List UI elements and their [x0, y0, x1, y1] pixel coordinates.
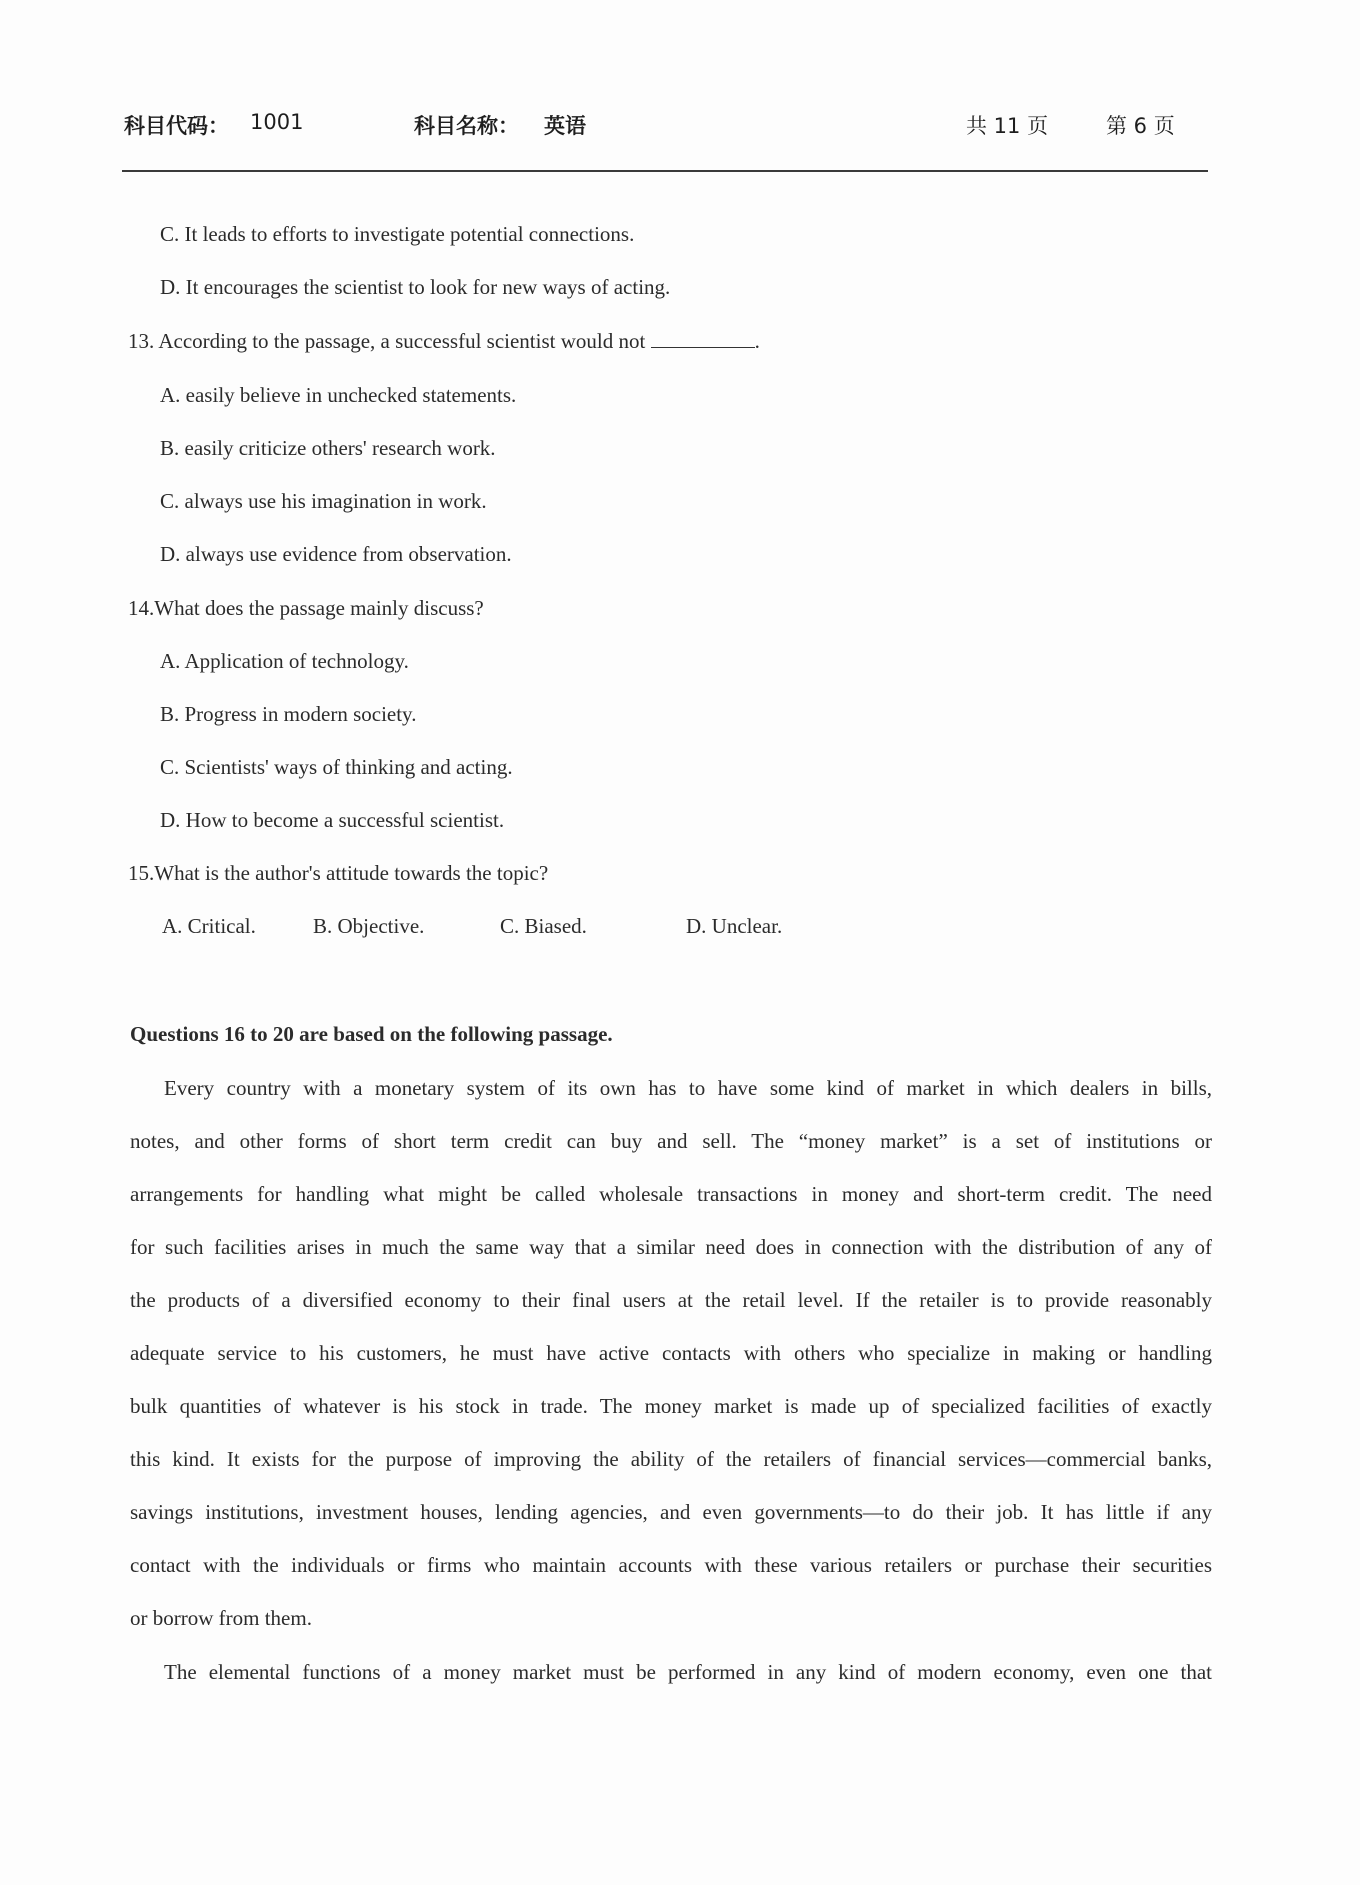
q12-option-d: D. It encourages the scientist to look for new ways of acting.	[160, 275, 671, 299]
subject-name-label: 科目名称：	[414, 114, 519, 138]
q13-stem-end: .	[754, 329, 760, 353]
q13-stem	[128, 328, 760, 354]
passage-line: adequate service to his customers, he must have active contacts with others who specialize in making or handling	[130, 1341, 1212, 1365]
page-header	[124, 110, 1208, 150]
section-title: Questions 16 to 20 are based on the following passage.	[130, 1022, 613, 1046]
header-divider	[122, 170, 1208, 172]
q15-option-d: D. Unclear.	[686, 914, 783, 938]
q15-stem: 15.What is the author's attitude towards the topic?	[128, 861, 549, 885]
passage-line: notes, and other forms of short term credit can buy and sell. The “money market” is a set of institutions or	[130, 1129, 1212, 1153]
passage-line: savings institutions, investment houses, lending agencies, and even governments—to do their job. It has little if any	[130, 1500, 1212, 1524]
q15-option-a: A. Critical.	[162, 914, 256, 938]
passage-line: arrangements for handling what might be called wholesale transactions in money and short-term credit. The need	[130, 1182, 1212, 1206]
passage-line: contact with the individuals or firms who maintain accounts with these various retailers or purchase their securities	[130, 1553, 1212, 1577]
q14-stem: 14.What does the passage mainly discuss?	[128, 596, 484, 620]
q15-options	[0, 913, 1360, 943]
subject-name-value: 英语	[544, 114, 586, 138]
subject-code-value: 1001	[250, 110, 304, 134]
current-page: 第 6 页	[1106, 114, 1175, 138]
passage-line: The elemental functions of a money market must be performed in any kind of modern economy, even one that	[164, 1660, 1212, 1684]
passage-line: the products of a diversified economy to their final users at the retail level. If the retailer is to provide reasonably	[130, 1288, 1212, 1312]
q14-option-b: B. Progress in modern society.	[160, 702, 417, 726]
passage-line: for such facilities arises in much the same way that a similar need does in connection with the distribution of any of	[130, 1235, 1212, 1259]
q13-option-d: D. always use evidence from observation.	[160, 542, 512, 566]
subject-code-label: 科目代码：	[124, 114, 229, 138]
q14-option-a: A. Application of technology.	[160, 649, 409, 673]
passage-line: bulk quantities of whatever is his stock in trade. The money market is made up of specialized facilities of exactly	[130, 1394, 1212, 1418]
total-pages: 共 11 页	[966, 114, 1049, 138]
q14-option-c: C. Scientists' ways of thinking and acting.	[160, 755, 513, 779]
passage-line: or borrow from them.	[130, 1606, 312, 1630]
q15-option-c: C. Biased.	[500, 914, 587, 938]
q13-option-b: B. easily criticize others' research work.	[160, 436, 496, 460]
q13-stem-text: 13. According to the passage, a successful scientist would not	[128, 329, 651, 353]
q13-option-a: A. easily believe in unchecked statements.	[160, 383, 517, 407]
q13-answer-blank	[651, 331, 755, 348]
q13-option-c: C. always use his imagination in work.	[160, 489, 487, 513]
passage-line: Every country with a monetary system of its own has to have some kind of market in which dealers in bills,	[164, 1076, 1212, 1100]
q15-option-b: B. Objective.	[313, 914, 425, 938]
passage-line: this kind. It exists for the purpose of improving the ability of the retailers of financial services—commercial banks,	[130, 1447, 1212, 1471]
q12-option-c: C. It leads to efforts to investigate potential connections.	[160, 222, 635, 246]
q14-option-d: D. How to become a successful scientist.	[160, 808, 505, 832]
